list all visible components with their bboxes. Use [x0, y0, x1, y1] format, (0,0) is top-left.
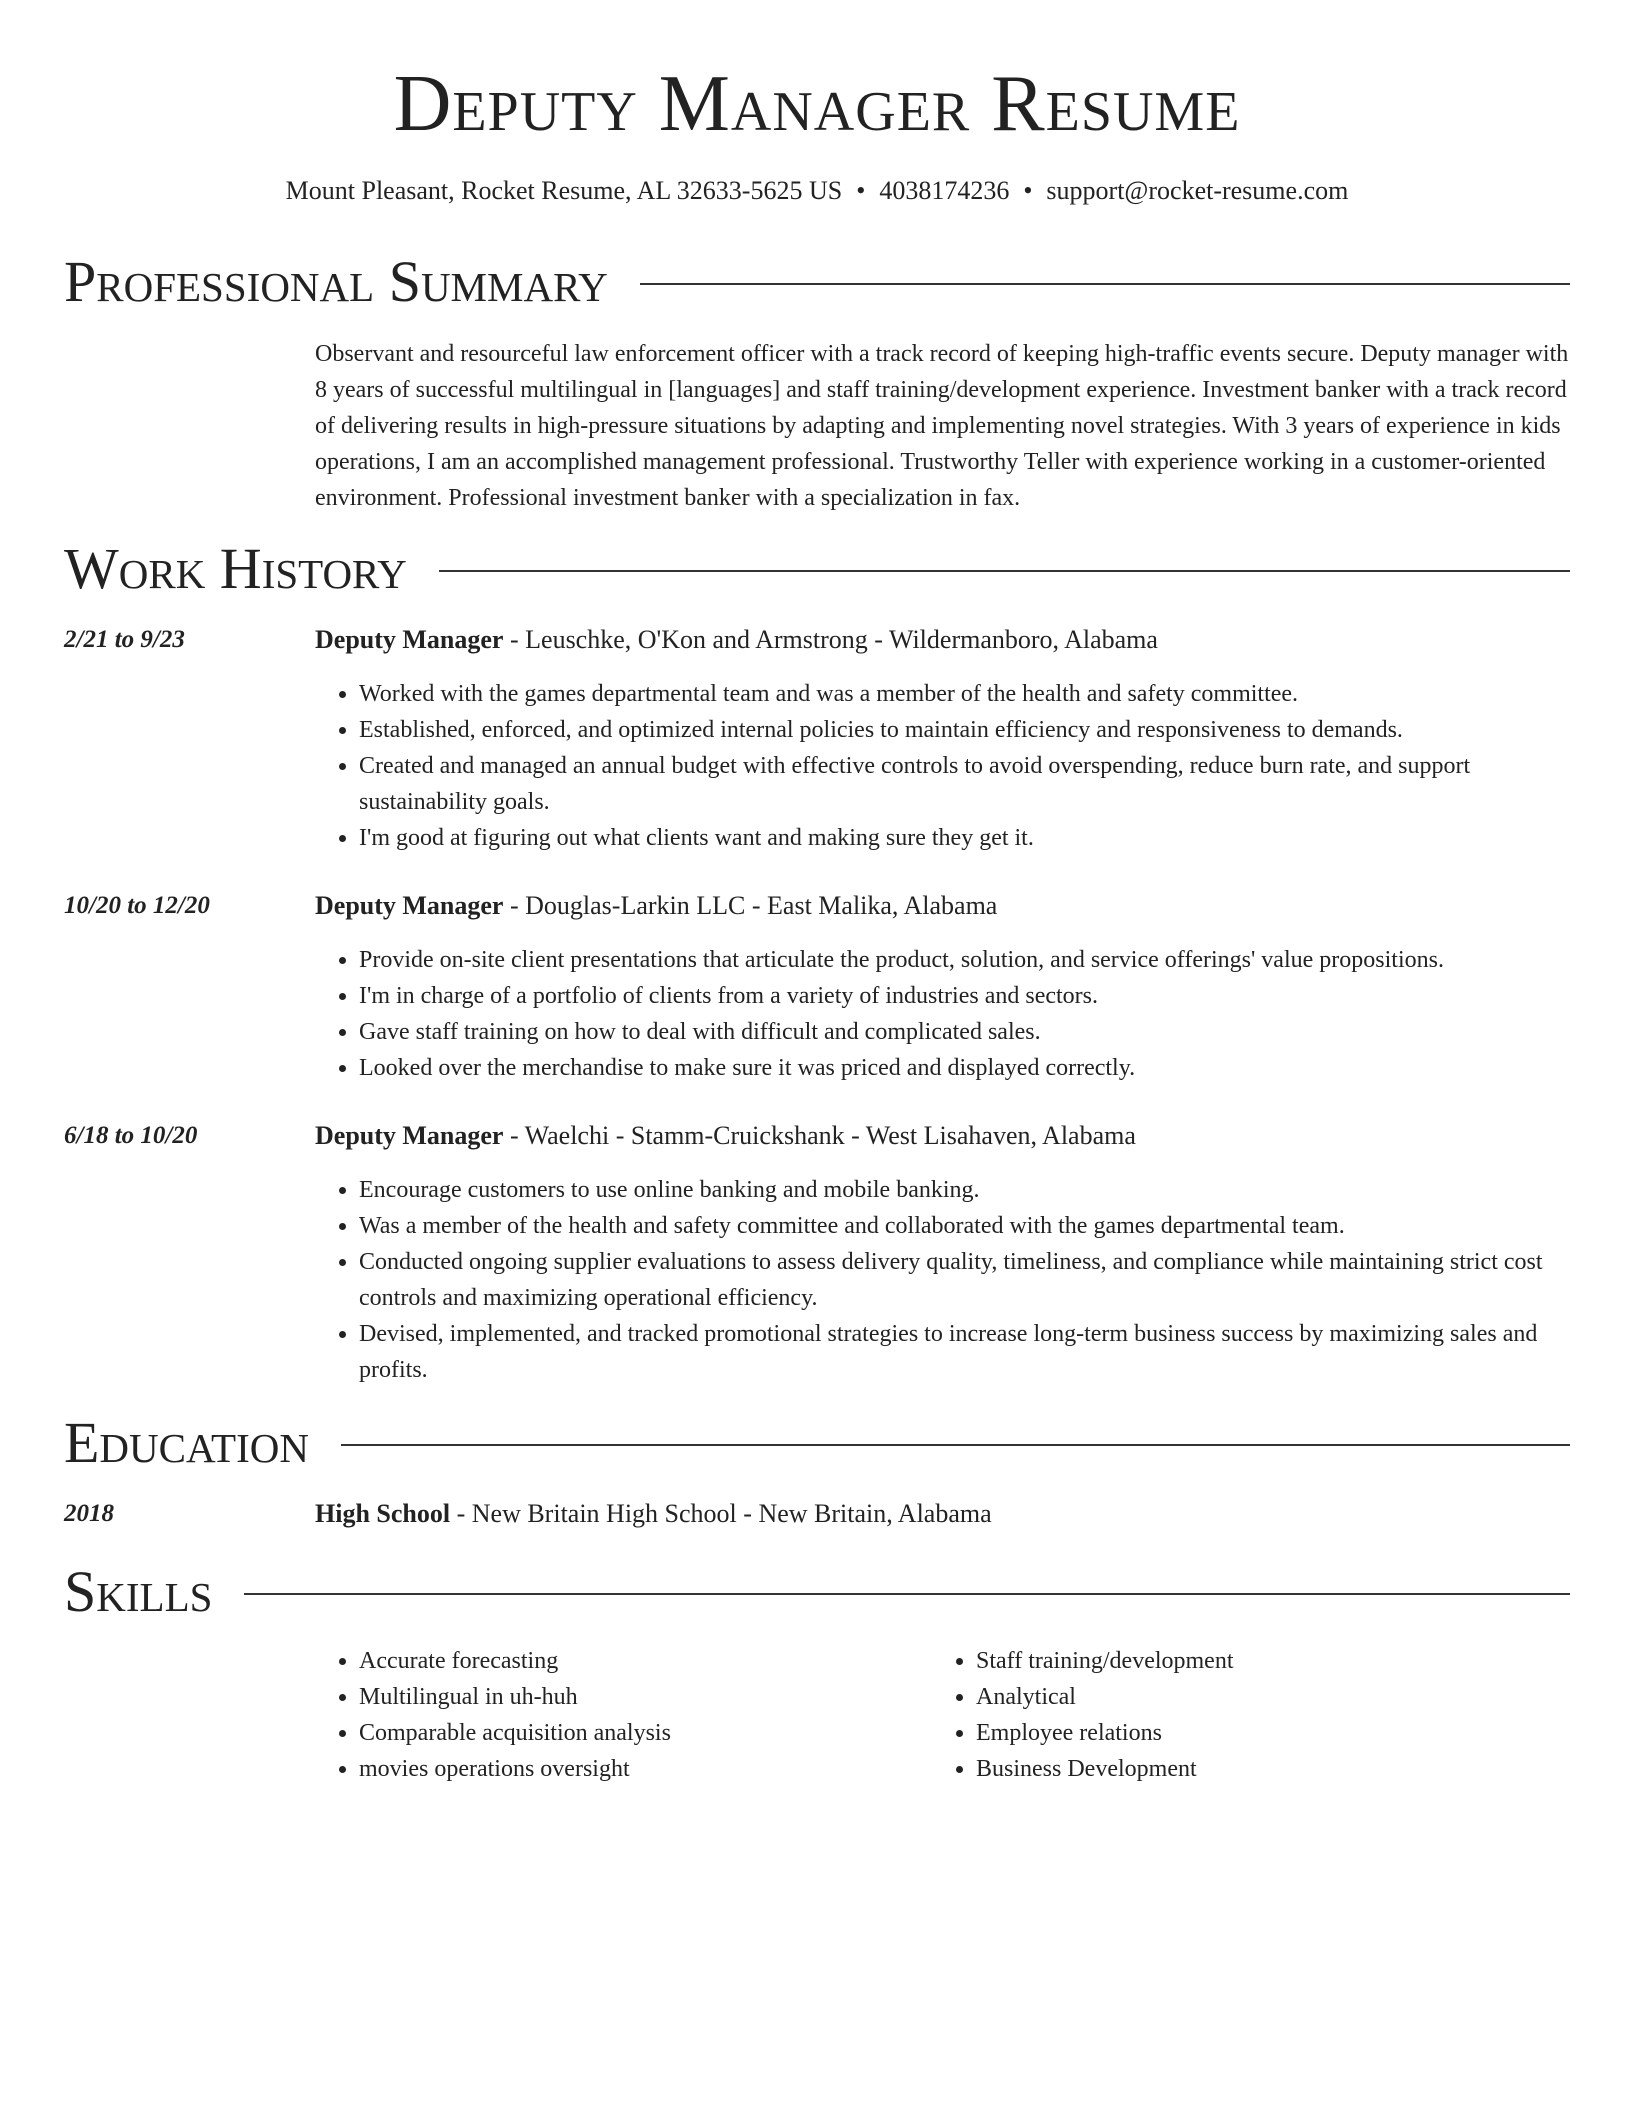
- list-item: • Created and managed an annual budget with effective controls to avoid overspending, reduce burn rate, and support sustainability goals.: [359, 748, 1570, 820]
- contact-line: [64, 174, 1570, 208]
- job-dates: 6/18 to 10/20: [64, 1122, 198, 1149]
- skill-item: • Staff training/development: [976, 1643, 1536, 1679]
- job-bullets: [315, 942, 1570, 1086]
- skill-item: • Multilingual in uh-huh: [359, 1679, 919, 1715]
- contact-separator: •: [1023, 176, 1033, 205]
- job-role: Deputy Manager: [315, 625, 504, 654]
- list-item: • Conducted ongoing supplier evaluations to assess delivery quality, timeliness, and compliance while maintaining strict cost controls and maximizing operational efficiency.: [359, 1244, 1570, 1316]
- education-heading: Education: [64, 1410, 309, 1475]
- skill-item: • Analytical: [976, 1679, 1536, 1715]
- education-header: [315, 1496, 992, 1532]
- job-header: [315, 888, 997, 924]
- section-divider: [341, 1444, 1570, 1446]
- education-year: 2018: [64, 1500, 114, 1527]
- skills-section-header: [64, 1559, 1570, 1625]
- contact-separator: •: [856, 176, 866, 205]
- job-header: [315, 1118, 1136, 1154]
- skills-list-left: [315, 1643, 919, 1787]
- summary-section-header: [64, 249, 1570, 315]
- skill-item: • Accurate forecasting: [359, 1643, 919, 1679]
- job-bullets: [315, 1172, 1570, 1388]
- list-item: • I'm good at figuring out what clients want and making sure they get it.: [359, 820, 1570, 856]
- job-dates: 10/20 to 12/20: [64, 892, 210, 919]
- job-details: - Waelchi - Stamm-Cruickshank - West Lisahaven, Alabama: [503, 1121, 1136, 1150]
- job-bullets: [315, 676, 1570, 856]
- list-item: • Gave staff training on how to deal with difficult and complicated sales.: [359, 1014, 1570, 1050]
- skill-item: • Business Development: [976, 1751, 1536, 1787]
- education-details: - New Britain High School - New Britain, Alabama: [450, 1499, 992, 1528]
- job-details: - Douglas-Larkin LLC - East Malika, Alabama: [503, 891, 998, 920]
- list-item: • Established, enforced, and optimized internal policies to maintain efficiency and responsiveness to demands.: [359, 712, 1570, 748]
- job-role: Deputy Manager: [315, 1121, 504, 1150]
- skill-item: • Comparable acquisition analysis: [359, 1715, 919, 1751]
- section-divider: [439, 570, 1570, 572]
- job-details: - Leuschke, O'Kon and Armstrong - Wildermanboro, Alabama: [503, 625, 1158, 654]
- list-item: • I'm in charge of a portfolio of clients from a variety of industries and sectors.: [359, 978, 1570, 1014]
- skills-heading: Skills: [64, 1559, 213, 1624]
- education-section-header: [64, 1410, 1570, 1476]
- section-divider: [244, 1593, 1570, 1595]
- job-header: [315, 622, 1158, 658]
- list-item: • Looked over the merchandise to make sure it was priced and displayed correctly.: [359, 1050, 1570, 1086]
- skill-item: • Employee relations: [976, 1715, 1536, 1751]
- skills-list-right: [932, 1643, 1536, 1787]
- list-item: • Was a member of the health and safety committee and collaborated with the games departmental team.: [359, 1208, 1570, 1244]
- job-dates: 2/21 to 9/23: [64, 626, 185, 653]
- list-item: • Provide on-site client presentations that articulate the product, solution, and service offerings' value propositions.: [359, 942, 1570, 978]
- job-role: Deputy Manager: [315, 891, 504, 920]
- list-item: • Worked with the games departmental team and was a member of the health and safety committee.: [359, 676, 1570, 712]
- skill-item: • movies operations oversight: [359, 1751, 919, 1787]
- education-degree: High School: [315, 1499, 451, 1528]
- work-section-header: [64, 536, 1570, 602]
- resume-title: Deputy Manager Resume: [393, 60, 1241, 148]
- section-divider: [640, 283, 1570, 285]
- summary-heading: Professional Summary: [64, 249, 608, 314]
- summary-text: Observant and resourceful law enforcement officer with a track record of keeping high-traffic events secure. Deputy manager with 8 years of successful multilingual in [languages] and staff training/development experience. Investment banker with a track record of delivering results in high-pressure situations by adapting and implementing novel strategies. With 3 years of experience in kids operations, I am an accomplished management professional. Trustworthy Teller with experience working in a customer-oriented environment. Professional investment banker with a specialization in fax.: [315, 341, 1569, 511]
- list-item: • Devised, implemented, and tracked promotional strategies to increase long-term business success by maximizing sales and profits.: [359, 1316, 1570, 1388]
- contact-address: Mount Pleasant, Rocket Resume, AL 32633-5625 US: [285, 176, 843, 205]
- contact-phone: 4038174236: [879, 176, 1010, 205]
- list-item: • Encourage customers to use online banking and mobile banking.: [359, 1172, 1570, 1208]
- contact-email: support@rocket-resume.com: [1046, 176, 1349, 205]
- work-heading: Work History: [64, 536, 407, 601]
